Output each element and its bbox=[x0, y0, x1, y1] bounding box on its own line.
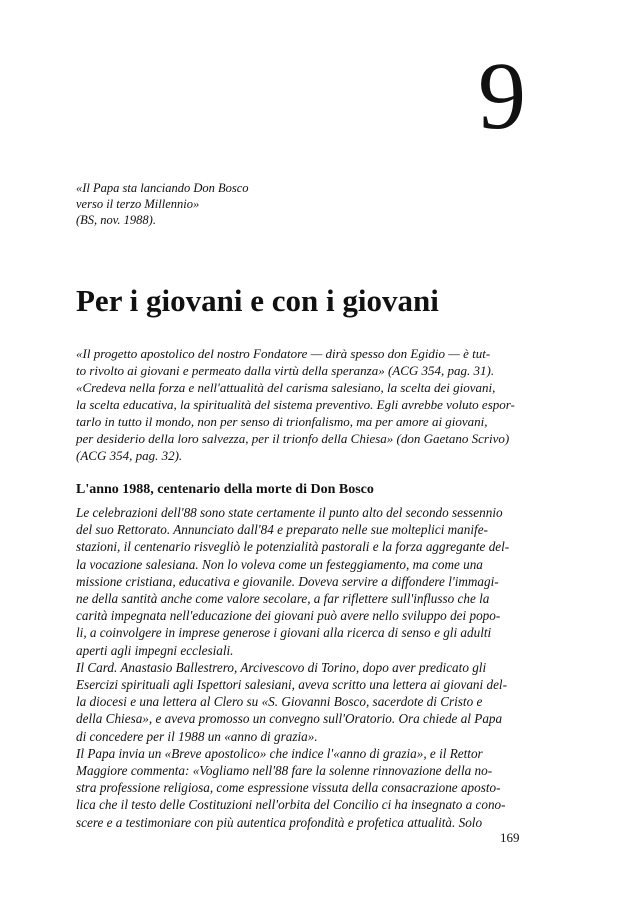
page-number: 169 bbox=[500, 830, 520, 845]
intro-line: «Il progetto apostolico del nostro Fondatore — dirà spesso don Egidio — è tut- bbox=[76, 346, 491, 361]
body-line: della Chiesa», e aveva promosso un convegno sull'Oratorio. Ora chiede al Papa bbox=[76, 711, 503, 727]
epigraph-citation: (BS, nov. 1988). bbox=[76, 213, 156, 227]
body-line: la vocazione salesiana. Non lo voleva come un festeggiamento, ma come una bbox=[76, 556, 483, 572]
body-line: Maggiore commenta: «Vogliamo nell'88 fare la solenne rinnovazione della no- bbox=[76, 763, 493, 779]
body-line: stra professione religiosa, come espressione vissuta della consacrazione aposto- bbox=[76, 780, 501, 796]
body-line: li, a coinvolgere in imprese generose i giovani alla ricerca di senso e gli adulti bbox=[76, 625, 492, 641]
intro-line: «Credeva nella forza e nell'attualità del carisma salesiano, la scelta dei giovani, bbox=[76, 380, 496, 395]
body-line: Esercizi spirituali agli Ispettori salesiani, aveva scritto una lettera ai giovani del- bbox=[76, 677, 507, 693]
body-line: Le celebrazioni dell'88 sono state certamente il punto alto del secondo sessennio bbox=[76, 505, 503, 520]
chapter-title: Per i giovani e con i giovani bbox=[76, 283, 439, 318]
body-line: stazioni, il centenario risvegliò le potenzialità pastorali e la forza aggregante del- bbox=[76, 539, 510, 555]
epigraph-line: verso il terzo Millennio» bbox=[76, 197, 200, 211]
intro-line: (ACG 354, pag. 32). bbox=[76, 448, 183, 463]
body-line: lica che il testo delle Costituzioni nell'orbita del Concilio ci ha insegnato a cono- bbox=[76, 797, 506, 813]
epigraph bbox=[76, 180, 336, 228]
intro-line: to rivolto ai giovani e permeato dalla virtù della speranza» (ACG 354, pag. 31). bbox=[76, 363, 495, 378]
intro-line: tarlo in tutto il mondo, non per senso di trionfalismo, ma per amore ai giovani, bbox=[76, 414, 488, 429]
section-heading: L'anno 1988, centenario della morte di Don Bosco bbox=[76, 482, 374, 497]
body-line: scere e a testimoniare con più autentica profondità e profetica attualità. Solo bbox=[76, 814, 483, 830]
chapter-number: 9 bbox=[478, 42, 526, 149]
body-line: di concedere per il 1988 un «anno di grazia». bbox=[76, 728, 318, 744]
body-line: Il Card. Anastasio Ballestrero, Arcivescovo di Torino, dopo aver predicato gli bbox=[76, 659, 487, 675]
body-line: carità impegnata nell'educazione dei giovani può avere nello sviluppo dei popo- bbox=[76, 608, 501, 624]
intro-quote bbox=[76, 345, 531, 464]
body-line: del suo Rettorato. Annunciato dall'84 e preparato nelle sue molteplici manife- bbox=[76, 522, 488, 538]
body-line: aperti agli impegni ecclesiali. bbox=[76, 642, 234, 658]
body-line: missione cristiana, educativa e giovanile. Doveva servire a diffondere l'immagi- bbox=[76, 573, 499, 589]
body-text bbox=[76, 504, 531, 831]
body-line: la diocesi e una lettera al Clero su «S. Giovanni Bosco, sacerdote di Cristo e bbox=[76, 694, 483, 710]
intro-line: la scelta educativa, la spiritualità del sistema preventivo. Egli avrebbe voluto espor- bbox=[76, 397, 515, 412]
epigraph-line: «Il Papa sta lanciando Don Bosco bbox=[76, 181, 249, 195]
body-line: ne della santità anche come valore secolare, a far riflettere sull'influsso che la bbox=[76, 591, 490, 607]
intro-line: per desiderio della loro salvezza, per il trionfo della Chiesa» (don Gaetano Scrivo) bbox=[76, 431, 510, 446]
body-line: Il Papa invia un «Breve apostolico» che indice l'«anno di grazia», e il Rettor bbox=[76, 745, 483, 761]
